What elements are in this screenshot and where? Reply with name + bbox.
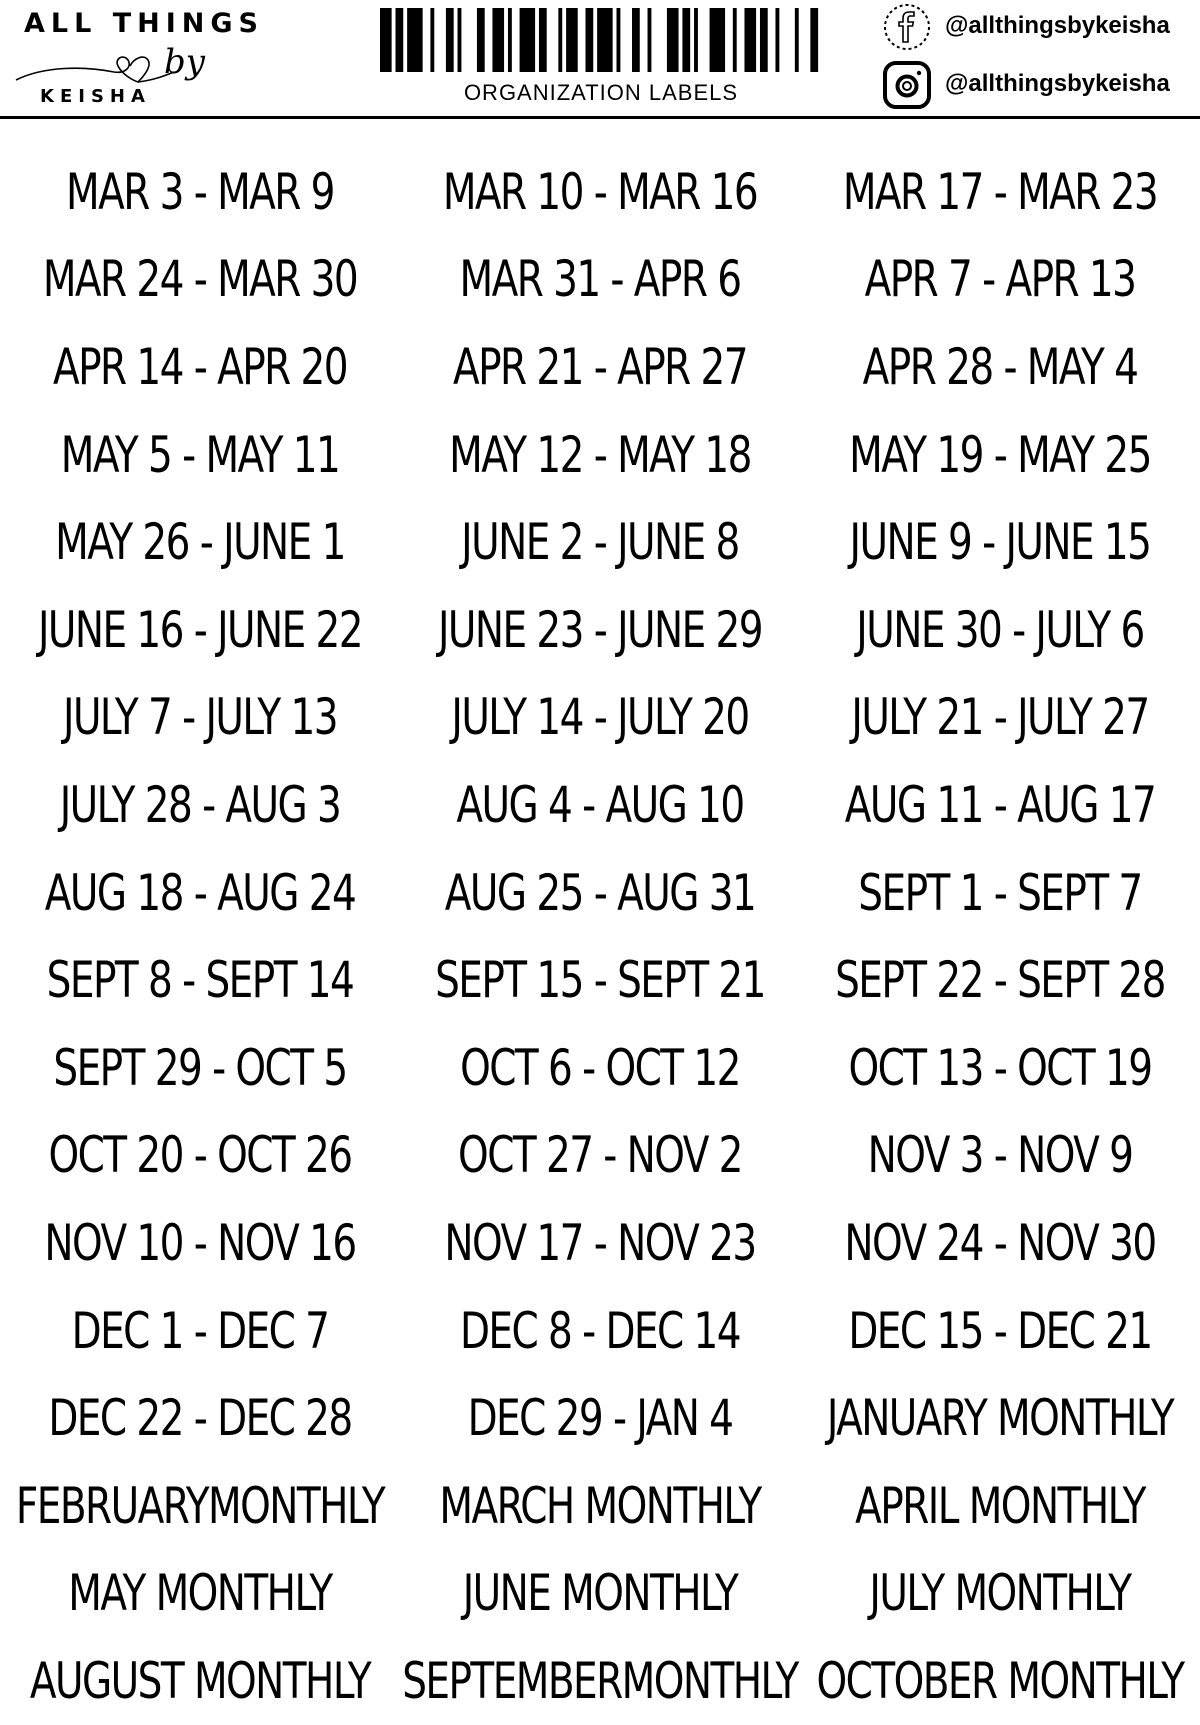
barcode-bar — [694, 8, 698, 72]
instagram-icon — [882, 60, 932, 110]
date-label: APRIL MONTHLY — [855, 1476, 1145, 1535]
social-facebook[interactable] — [882, 2, 1200, 52]
date-label: SEPT 29 - OCT 5 — [53, 1038, 347, 1097]
date-label: OCTOBER MONTHLY — [816, 1651, 1184, 1710]
date-label: SEPTEMBERMONTHLY — [402, 1651, 798, 1710]
barcode-bar — [492, 8, 504, 72]
date-label: MAR 10 - MAR 16 — [442, 162, 758, 221]
date-label: NOV 17 - NOV 23 — [444, 1213, 756, 1272]
date-label: DEC 29 - JAN 4 — [467, 1389, 733, 1448]
date-label: AUGUST MONTHLY — [29, 1651, 371, 1710]
barcode-bar — [585, 8, 593, 72]
date-label: MAY 5 - MAY 11 — [60, 425, 340, 484]
barcode-bar — [446, 8, 454, 72]
barcode-graphic — [380, 8, 822, 72]
date-label: JUNE 2 - JUNE 8 — [461, 513, 739, 572]
date-label: SEPT 15 - SEPT 21 — [435, 951, 765, 1010]
social-instagram[interactable] — [882, 60, 1200, 110]
barcode-bar — [667, 8, 679, 72]
barcode-bar — [617, 8, 621, 72]
date-label: OCT 6 - OCT 12 — [460, 1038, 740, 1097]
date-label: AUG 11 - AUG 17 — [844, 775, 1156, 834]
brand-logo — [14, 6, 284, 110]
date-label: SEPT 8 - SEPT 14 — [46, 951, 354, 1010]
barcode-bar — [775, 8, 779, 72]
date-label: MAY MONTHLY — [68, 1564, 332, 1623]
date-label: JUNE 16 - JUNE 22 — [37, 600, 363, 659]
date-label: MAR 24 - MAR 30 — [42, 250, 358, 309]
date-label: AUG 18 - AUG 24 — [44, 863, 356, 922]
date-label: JULY 14 - JULY 20 — [451, 688, 749, 747]
date-label: NOV 10 - NOV 16 — [44, 1213, 356, 1272]
date-label: JUNE MONTHLY — [462, 1564, 738, 1623]
barcode-bar — [508, 8, 512, 72]
date-label: DEC 1 - DEC 7 — [71, 1301, 329, 1360]
date-label: JULY 28 - AUG 3 — [59, 775, 341, 834]
barcode-bar — [744, 8, 756, 72]
date-label: JUNE 9 - JUNE 15 — [849, 513, 1151, 572]
header-divider — [0, 116, 1200, 119]
barcode-bar — [710, 8, 726, 72]
brand-logo-bottom-text: KEISHA — [40, 86, 151, 107]
brand-logo-top-text: ALL THINGS — [24, 8, 264, 39]
barcode-bar — [810, 8, 818, 72]
date-label: AUG 4 - AUG 10 — [456, 775, 744, 834]
barcode-bar — [380, 8, 392, 72]
date-label: DEC 15 - DEC 21 — [848, 1301, 1152, 1360]
barcode-bar — [760, 8, 768, 72]
date-label: AUG 25 - AUG 31 — [444, 863, 756, 922]
instagram-handle: @allthingsbykeisha — [945, 70, 1170, 97]
barcode-bar — [597, 8, 613, 72]
barcode-bar — [430, 8, 434, 72]
date-label: JUNE 23 - JUNE 29 — [437, 600, 763, 659]
barcode-bar — [733, 8, 737, 72]
date-label: JULY MONTHLY — [869, 1564, 1131, 1623]
barcode-bar — [407, 8, 423, 72]
date-label: JUNE 30 - JULY 6 — [856, 600, 1144, 659]
barcode-bar — [458, 8, 462, 72]
barcode-bar — [648, 8, 652, 72]
barcode-bar — [682, 8, 690, 72]
barcode-bar — [539, 8, 547, 72]
barcode-bar — [632, 8, 640, 72]
barcode-bar — [477, 8, 485, 72]
date-label: MAR 31 - APR 6 — [459, 250, 741, 309]
date-label: JANUARY MONTHLY — [826, 1389, 1174, 1448]
date-label: MAY 19 - MAY 25 — [849, 425, 1151, 484]
date-label: FEBRUARYMONTHLY — [15, 1476, 385, 1535]
barcode-bar — [566, 8, 578, 72]
date-label: OCT 27 - NOV 2 — [458, 1126, 742, 1185]
date-label: JULY 21 - JULY 27 — [851, 688, 1149, 747]
date-label: MARCH MONTHLY — [439, 1476, 761, 1535]
date-label: APR 7 - APR 13 — [864, 250, 1136, 309]
date-label: NOV 3 - NOV 9 — [867, 1126, 1133, 1185]
date-label: JULY 7 - JULY 13 — [63, 688, 337, 747]
date-label: MAY 12 - MAY 18 — [449, 425, 751, 484]
date-label: NOV 24 - NOV 30 — [844, 1213, 1156, 1272]
barcode-bar — [795, 8, 799, 72]
date-label: MAY 26 - JUNE 1 — [55, 513, 345, 572]
date-label: APR 28 - MAY 4 — [862, 337, 1138, 396]
sheet-title: ORGANIZATION LABELS — [463, 80, 739, 105]
date-label: SEPT 1 - SEPT 7 — [858, 863, 1142, 922]
barcode-bar — [558, 8, 562, 72]
barcode-block — [378, 6, 824, 110]
date-label: MAR 3 - MAR 9 — [66, 162, 334, 221]
date-label: DEC 22 - DEC 28 — [48, 1389, 352, 1448]
date-label: DEC 8 - DEC 14 — [459, 1301, 741, 1360]
brand-logo-script-text: by — [164, 42, 205, 82]
header — [0, 0, 1200, 118]
label-grid — [0, 148, 1200, 1725]
facebook-icon — [882, 2, 932, 52]
date-label: APR 14 - APR 20 — [52, 337, 348, 396]
facebook-handle: @allthingsbykeisha — [945, 12, 1170, 39]
date-label: SEPT 22 - SEPT 28 — [835, 951, 1165, 1010]
date-label: OCT 13 - OCT 19 — [848, 1038, 1152, 1097]
date-label: APR 21 - APR 27 — [452, 337, 748, 396]
barcode-bar — [396, 8, 404, 72]
date-label: MAR 17 - MAR 23 — [842, 162, 1158, 221]
date-label: OCT 20 - OCT 26 — [48, 1126, 352, 1185]
barcode-bar — [520, 8, 536, 72]
